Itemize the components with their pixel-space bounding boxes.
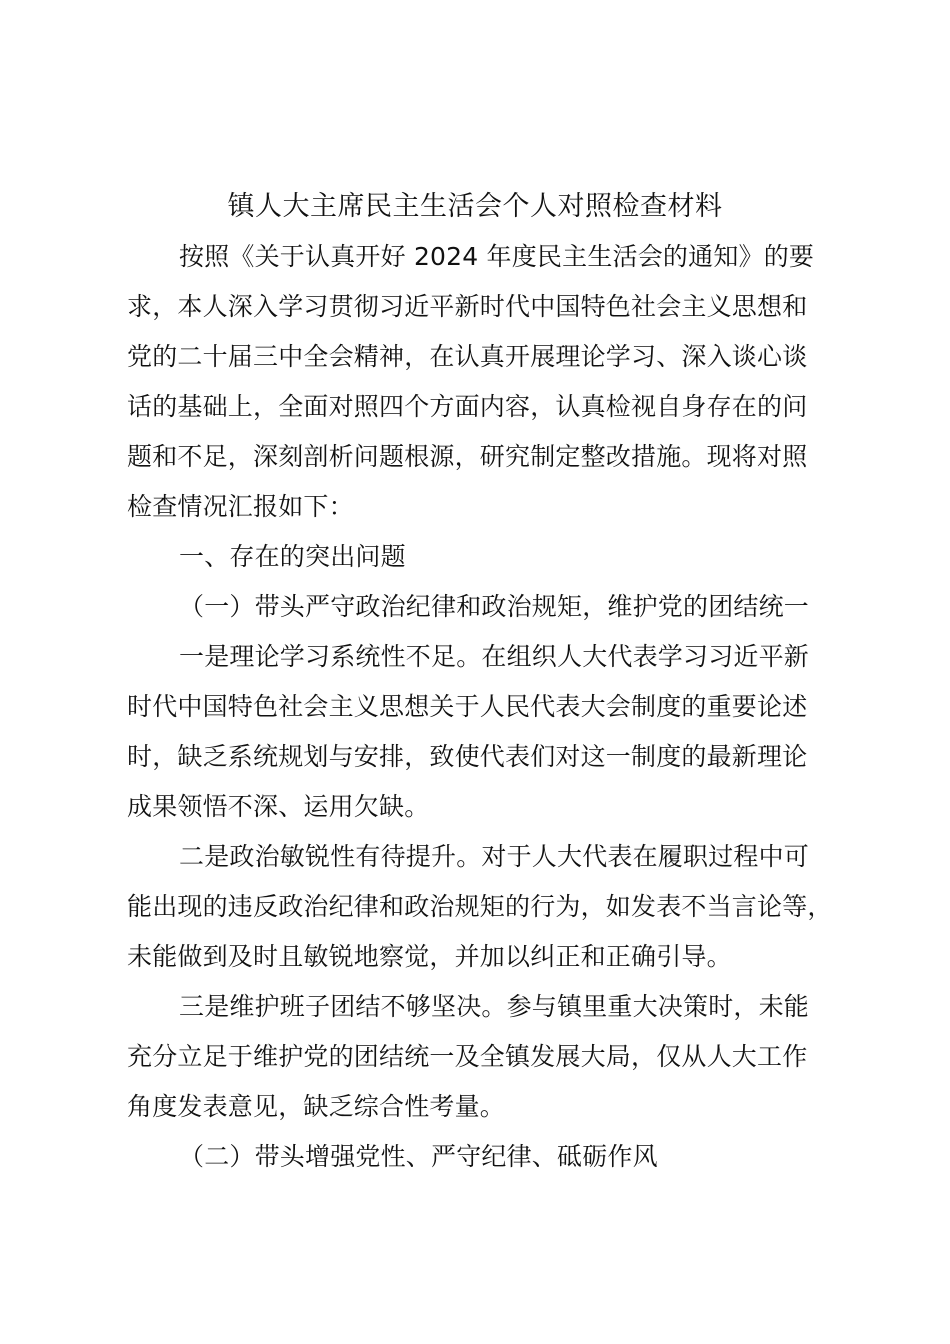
- paragraph-point-2: [127, 832, 857, 982]
- paragraph-intro: [127, 232, 857, 532]
- text-line: 按照《关于认真开好 2024 年度民主生活会的通知》的要: [179, 242, 815, 271]
- text-line: 充分立足于维护党的团结统一及全镇发展大局，仅从人大工作: [127, 1042, 808, 1071]
- text-line: 时代中国特色社会主义思想关于人民代表大会制度的重要论述: [127, 692, 808, 721]
- text-line: 角度发表意见，缺乏综合性考量。: [127, 1092, 506, 1121]
- text-line: 三是维护班子团结不够坚决。参与镇里重大决策时，未能: [179, 992, 810, 1021]
- text-line: 成果领悟不深、运用欠缺。: [127, 792, 430, 821]
- text-line: 能出现的违反政治纪律和政治规矩的行为，如发表不当言论等，: [127, 892, 833, 921]
- text-line: 二是政治敏锐性有待提升。对于人大代表在履职过程中可: [179, 842, 810, 871]
- document-body: [127, 232, 857, 1182]
- text-line: （二）带头增强党性、严守纪律、砥砺作风: [179, 1142, 658, 1171]
- subsection-heading: [127, 582, 857, 632]
- paragraph-point-1: [127, 632, 857, 832]
- section-heading: [127, 532, 857, 582]
- text-line: 未能做到及时且敏锐地察觉，并加以纠正和正确引导。: [127, 942, 732, 971]
- text-line: 题和不足，深刻剖析问题根源，研究制定整改措施。现将对照: [127, 442, 808, 471]
- paragraph-point-3: [127, 982, 857, 1132]
- text-line: 党的二十届三中全会精神，在认真开展理论学习、深入谈心谈: [127, 342, 808, 371]
- text-line: 一、存在的突出问题: [179, 542, 406, 571]
- text-line: 一是理论学习系统性不足。在组织人大代表学习习近平新: [179, 642, 810, 671]
- text-line: 求，本人深入学习贯彻习近平新时代中国特色社会主义思想和: [127, 292, 808, 321]
- text-line: 检查情况汇报如下：: [127, 492, 354, 521]
- subsection-heading: [127, 1132, 857, 1182]
- text-line: 话的基础上，全面对照四个方面内容，认真检视自身存在的问: [127, 392, 808, 421]
- document-title: 镇人大主席民主生活会个人对照检查材料: [227, 191, 723, 222]
- text-line: （一）带头严守政治纪律和政治规矩，维护党的团结统一: [179, 592, 810, 621]
- text-line: 时，缺乏系统规划与安排，致使代表们对这一制度的最新理论: [127, 742, 808, 771]
